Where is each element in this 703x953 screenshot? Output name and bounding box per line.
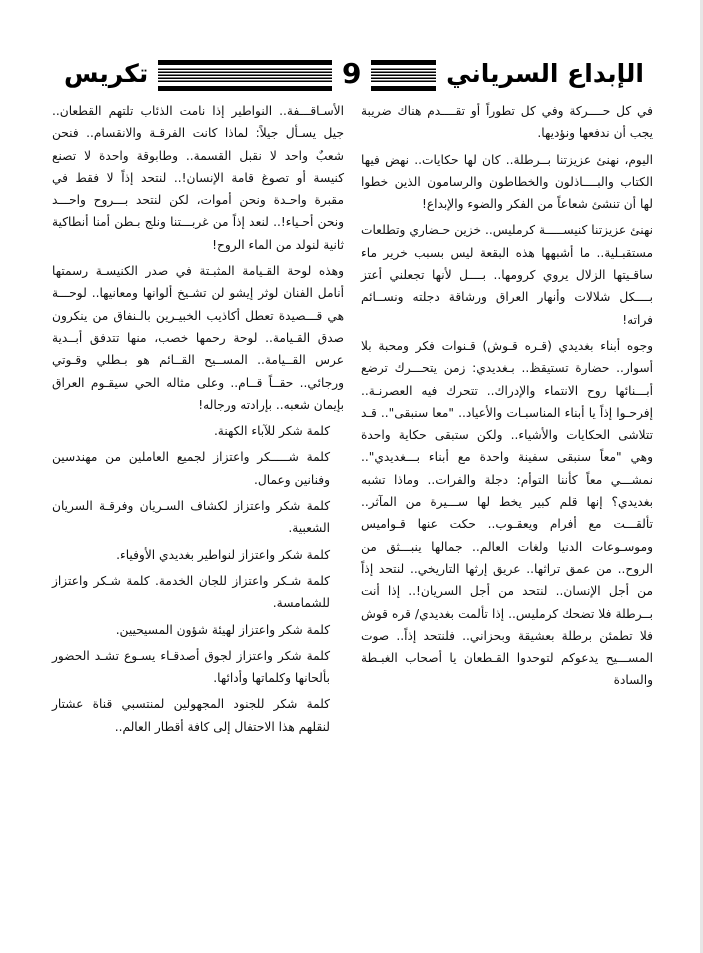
thanks-line: كلمة شكر واعتزاز لجوق أصدقـاء يسـوع تشـد الحضور بألحانها وكلماتها وأدائها.	[52, 648, 330, 686]
paragraph: في كل حــــركة وفي كل تطوراً أو تقــــدم هناك ضريبة يجب أن ندفعها ونؤديها.	[361, 104, 653, 141]
article-column-left	[52, 100, 344, 742]
paragraph: اليوم، نهنئ عزيزتنا بــرطلة.. كان لها حكايات.. نهض فيها الكتاب والبــــاذلون والخطاطون والرسامون الذين خطوا لها أن تنشئ شعاعاً من الفكر والضوء والإبداع!	[361, 152, 653, 212]
thanks-line: كلمة شكر للآباء الكهنة.	[213, 424, 330, 439]
paragraph: وجوه أبناء بغديدي (قـره قـوش) قـنوات فكر ومحبة بلا أسوار.. حضارة تستيقظ.. بـغديدي: زمن يتحـــرك ترضع أبـــنائها روح الانتماء والإدراك.. تتحرك فيه العصرنـة.. إفرحـوا إذاً يا أبناء المناسبـات والأعياد.. "معا سنبقى".. قـد تتلاشى الحكايات والأشياء.. ولكن ستبقى حكاية واحدة وهي "معاً سنبقى سفينة واحدة مع أبناء بـــغديدي".. نمشـــي معاً كأننا التوأم: دجلة والفرات.. وماذا تشبه بغديدي؟ إنها قلم كبير يخط لها ســـيرة من المآثر.. تألقـــت مع أفرام ويعقـوب.. حكت عنها قـواميس وموسـوعات الدنيا ولغات العالم.. جمالها ينبـــثق من الروح.. من عمق تراثها.. عريق إرثها التاريخي.. لنتحد إذاً من أجل الإنسان.. لنتحد من أجل السريان!.. إذا أنت بــرطلة فلا تضحك كرمليس.. إذا تألمت بغديدي/ قره قوش فلا تطمئن برطلة بعشيقة وبحزاني.. فلنتحد إذاً.. صوت المســـيح يدعوكم لتوحدوا القـطعان يا أصحاب الغبـطة والسادة	[361, 338, 653, 688]
thanks-line: كلمة شكر واعتزاز لنواطير بغديدي الأوفياء.	[116, 547, 330, 562]
paragraph: الأسـاقـــفة.. النواطير إذا نامت الذئاب تلتهم القطعان.. جيل يسـأل جيلاً: لماذا كانت الفرقـة والانقسام.. فنحن شعبٌ واحد لا نقبل القسمة.. وطابوقة واحدة لا تصنع كنيسة أو تصوغ قامة الإنسان!.. لنتحد إذاً لا فقط في مقبرة واحـدة ونحن أموات، لكن لنتحد بـــروح واحـــد ونحن أحـياء!.. لنعد إذاً من غربـــتنا ونلج بـطن أمنا أنطاكية ثانية لنولد من الماء الروح!	[52, 104, 344, 252]
section-title: تكريس	[58, 56, 158, 92]
page-header	[58, 57, 650, 96]
article-column-right	[361, 100, 653, 696]
paragraph: وهذه لوحة القـيامة المثبـتة في صدر الكنيسـة رسمتها أنامل الفنان لوثر إيشو لن تشـيخ ألوانها ومعانيها.. لوحـــة هي قـــصيدة تعطل أكاذيب الخبيـرين بالـنفاق من ينكرون صدق القـيامة.. لوحة رحمها خصب، منها تتدفق أبــدية عرس القــيامة.. المســيح القــائم هو بـطلي وقـوتي ورجائي.. حقــاً قــام.. وعلى مثاله الحي سيقـوم العراق بإيمان شعبه.. بإرادته ورجاله!	[52, 264, 344, 412]
thanks-line: كلمة شكر واعتزاز لهيئة شؤون المسيحيين.	[115, 622, 330, 637]
thanks-line: كلمة شـكر واعتزاز للجان الخدمة. كلمة شـكر واعتزاز للشمامسة.	[52, 573, 330, 611]
thanks-line: كلمة شكر واعتزاز لكشاف السـريان وفرقـة السريان الشعبية.	[52, 499, 330, 536]
paragraph: نهنئ عزيزتنا كنيســـــة كرمليس.. خزين حـضاري وتطلعات مستقبـلية.. ما أشبهها هذه البقعة ليس بسبب خرير ماء ساقـيتها الزلال يروي كرومها.. بــــل لأنها تجعلني أعتز بــــكل شلالات وأنهار العراق ورشاقة دجلته ونســائم فراته!	[361, 223, 653, 327]
magazine-title: الإبداع السرياني	[436, 56, 650, 92]
thanks-line: كلمة شـــــكر واعتزاز لجميع العاملين من مهندسين وفنانين وعمال.	[52, 450, 330, 487]
thanks-line: كلمة شكر للجنود المجهولين لمنتسبي قناة عشتار لنقلهم هذا الاحتفال إلى كافة أقطار العالم..	[52, 697, 330, 734]
page-number: 9	[332, 54, 371, 94]
